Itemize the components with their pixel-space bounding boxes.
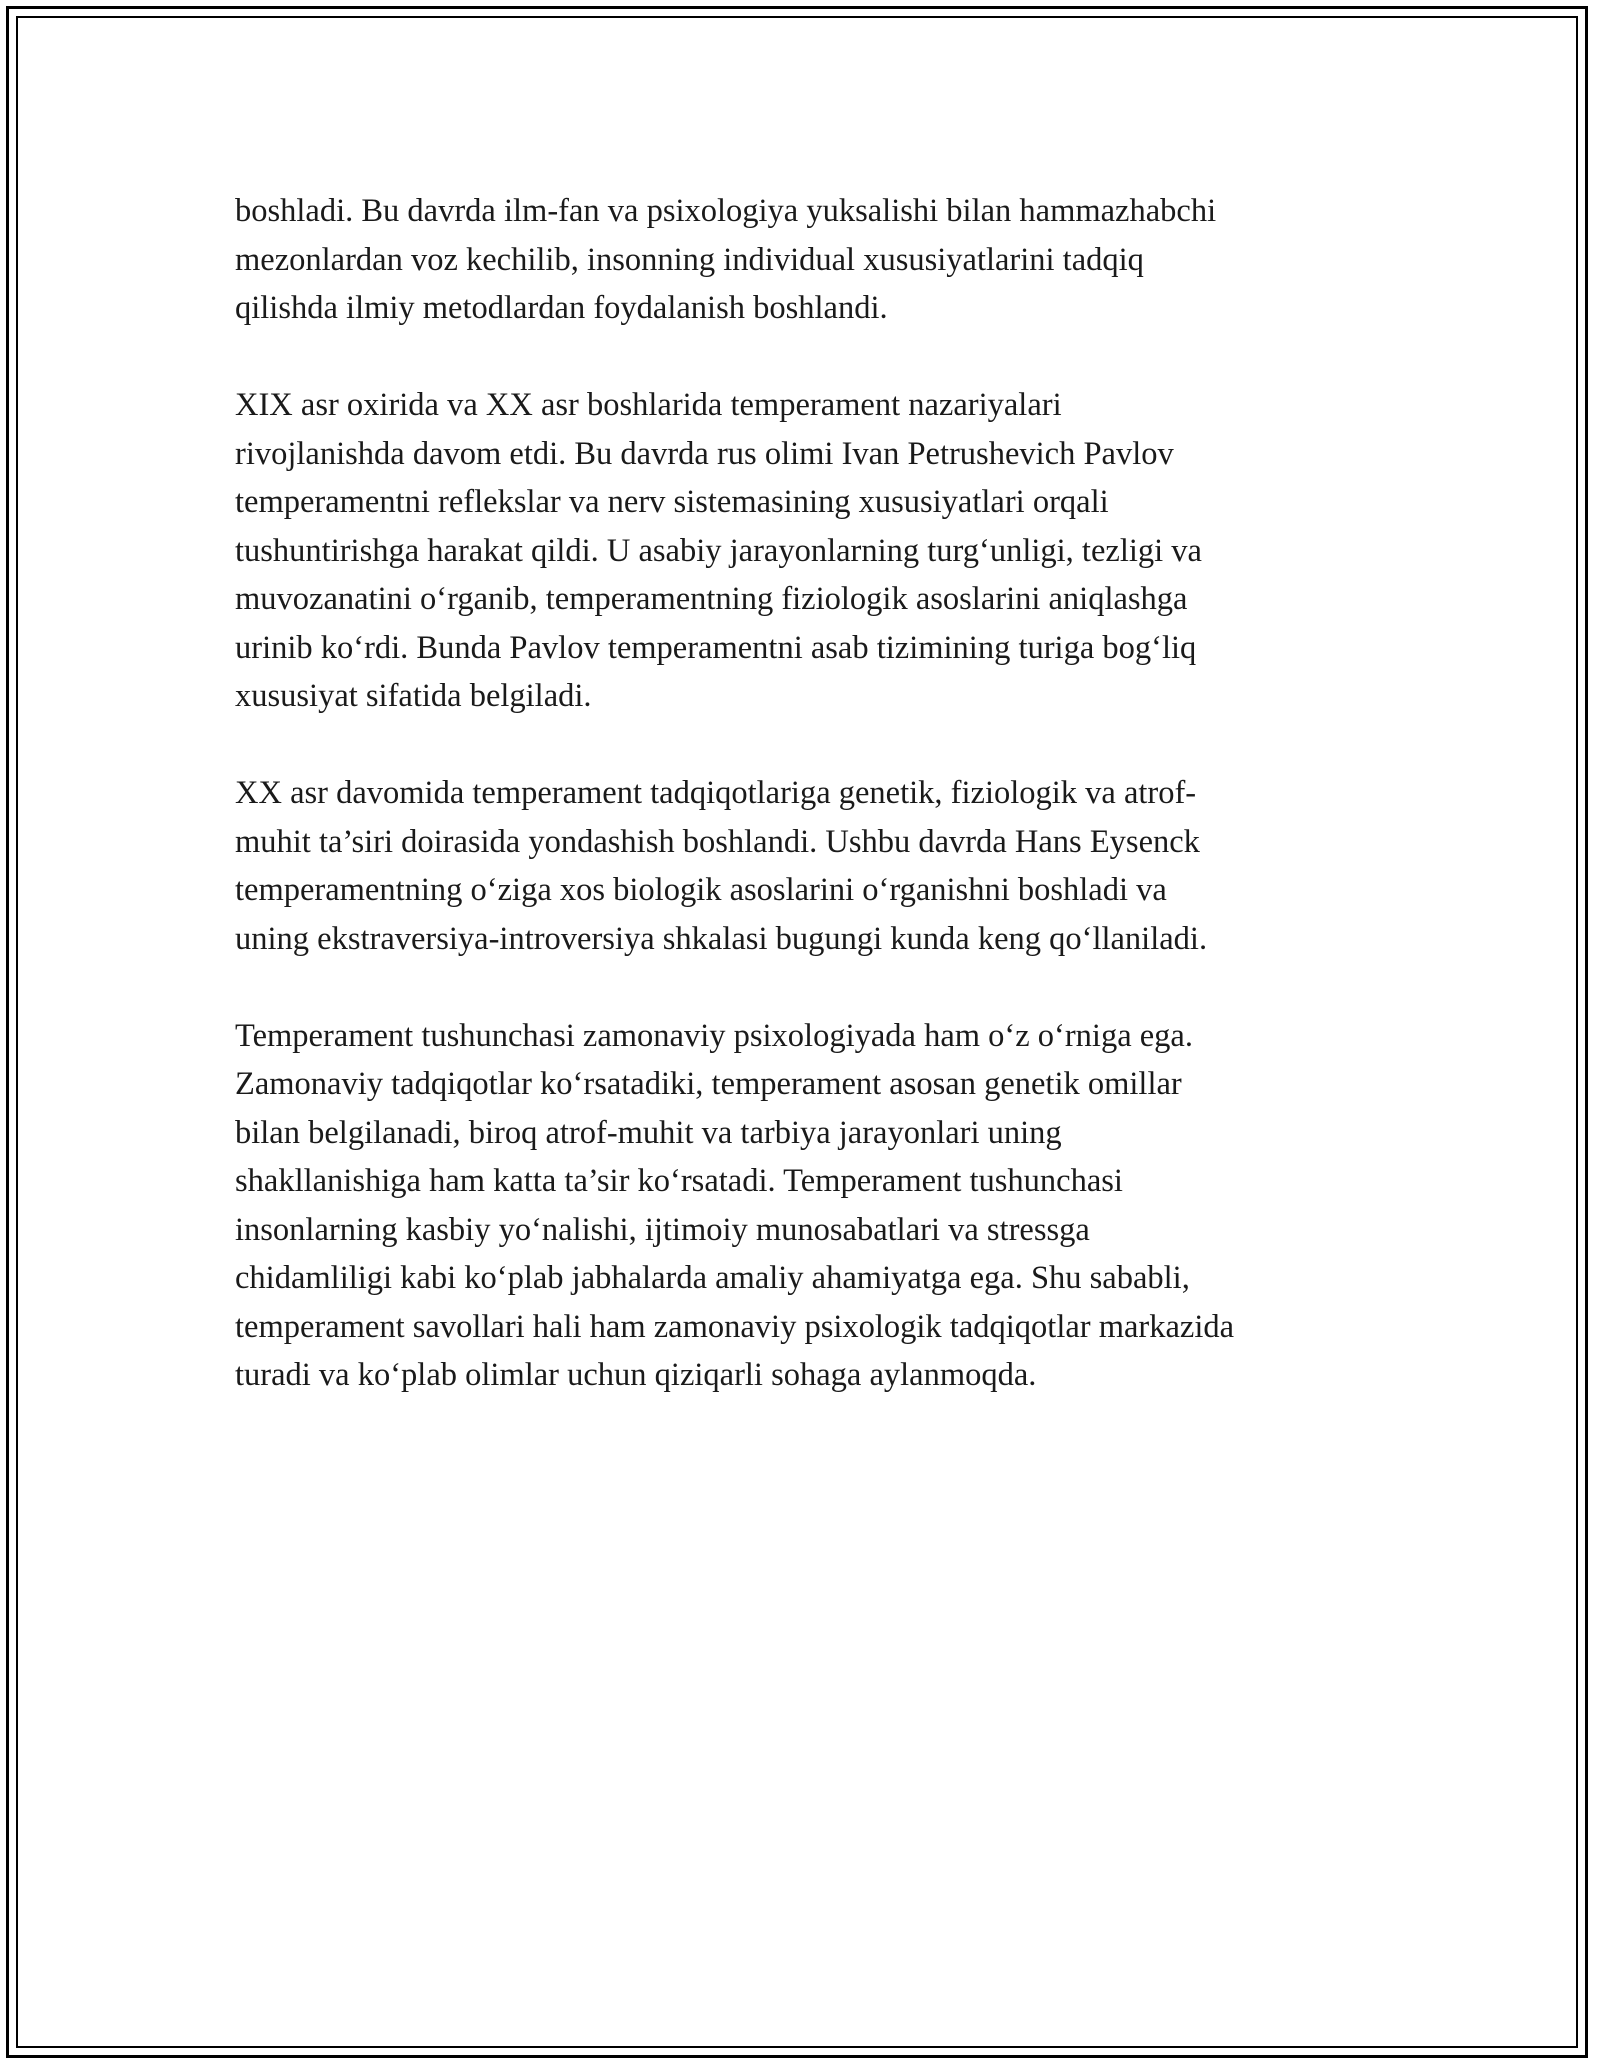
text-line: rivojlanishda davom etdi. Bu davrda rus olimi Ivan Petrushevich Pavlov: [235, 435, 1174, 472]
document-body: [235, 187, 1370, 1448]
text-line: turadi va ko‘plab olimlar uchun qiziqarli sohaga aylanmoqda.: [235, 1357, 1037, 1393]
paragraph-2: [235, 381, 1370, 721]
text-line: tushuntirishga harakat qildi. U asabiy jarayonlarning turg‘unligi, tezligi va: [235, 532, 1202, 569]
text-line: boshladi. Bu davrda ilm-fan va psixologiya yuksalishi bilan hammazhabchi: [235, 193, 1217, 229]
paragraph-3: [235, 769, 1370, 963]
text-line: temperamentni reflekslar va nerv sistemasining xususiyatlari orqali: [235, 484, 1109, 520]
text-line: bilan belgilanadi, biroq atrof-muhit va tarbiya jarayonlari uning: [235, 1114, 1062, 1151]
paragraph-4: [235, 1012, 1370, 1400]
text-line: xususiyat sifatida belgiladi.: [235, 678, 592, 714]
text-line: urinib ko‘rdi. Bunda Pavlov temperamentni asab tizimining turiga bog‘liq: [235, 629, 1197, 666]
text-line: temperamentning o‘ziga xos biologik asoslarini o‘rganishni boshladi va: [235, 872, 1167, 908]
text-line: insonlarning kasbiy yo‘nalishi, ijtimoiy munosabatlari va stressga: [235, 1211, 1090, 1248]
text-line: muhit ta’siri doirasida yondashish boshlandi. Ushbu davrda Hans Eysenck: [235, 823, 1200, 860]
text-line: XIX asr oxirida va XX asr boshlarida temperament nazariyalari: [235, 387, 1062, 423]
text-line: temperament savollari hali ham zamonaviy psixologik tadqiqotlar markazida: [235, 1308, 1235, 1345]
paragraph-1: [235, 187, 1370, 333]
text-line: XX asr davomida temperament tadqiqotlariga genetik, fiziologik va atrof-: [235, 775, 1197, 811]
text-line: chidamliligi kabi ko‘plab jabhalarda amaliy ahamiyatga ega. Shu sababli,: [235, 1260, 1190, 1296]
text-line: qilishda ilmiy metodlardan foydalanish boshlandi.: [235, 290, 888, 326]
text-line: Temperament tushunchasi zamonaviy psixologiyada ham o‘z o‘rniga ega.: [235, 1017, 1193, 1054]
text-line: shakllanishiga ham katta ta’sir ko‘rsatadi. Temperament tushunchasi: [235, 1163, 1123, 1199]
text-line: Zamonaviy tadqiqotlar ko‘rsatadiki, temperament asosan genetik omillar: [235, 1066, 1182, 1102]
text-line: muvozanatini o‘rganib, temperamentning fiziologik asoslarini aniqlashga: [235, 581, 1188, 617]
text-line: mezonlardan voz kechilib, insonning individual xususiyatlarini tadqiq: [235, 241, 1144, 278]
text-line: uning ekstraversiya-introversiya shkalasi bugungi kunda keng qo‘llaniladi.: [235, 920, 1208, 957]
